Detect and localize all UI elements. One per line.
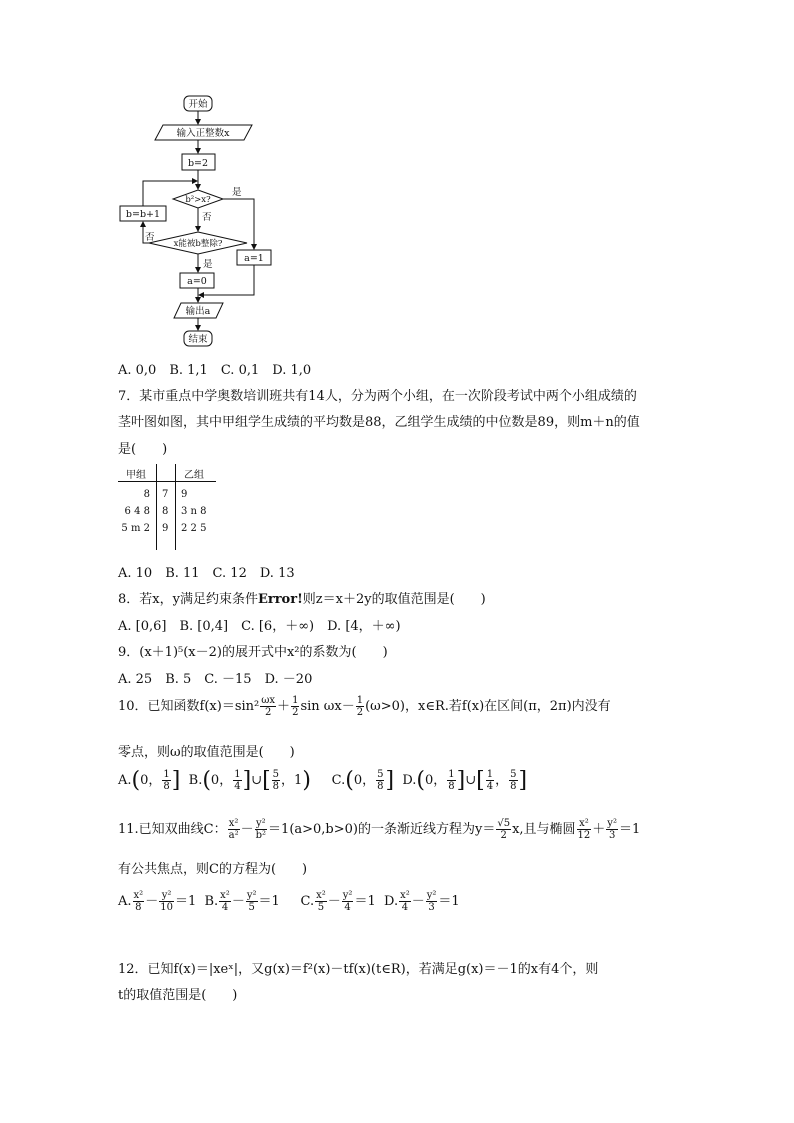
q11-options bbox=[118, 890, 460, 913]
leaf-right-2: 3 n 8 bbox=[181, 506, 207, 517]
q7-line1: 7．某市重点中学奥数培训班共有14人，分为两个小组，在一次阶段考试中两个小组成绩的 bbox=[118, 389, 637, 404]
cond1-yes-label: 是 bbox=[232, 187, 242, 198]
q10-option-a: A.(0， $\frac{1}{8}$ ] bbox=[118, 768, 181, 793]
output-label: 输出a bbox=[185, 306, 211, 317]
q9-line: 9．(x＋1)⁵(x－2)的展开式中x²的系数为( ) bbox=[118, 645, 388, 660]
leaf-right-3: 2 2 5 bbox=[181, 523, 207, 534]
cond1-label: b²>x? bbox=[185, 195, 211, 205]
q8-error: Error! bbox=[257, 592, 303, 607]
end-label: 结束 bbox=[188, 334, 208, 345]
leaf-right-1: 9 bbox=[181, 489, 188, 500]
q11-option-a: A. $\frac{\text{x²}}{8}$ － $\frac{\text{y²}}{10}$ ＝1 bbox=[118, 890, 197, 913]
q12-line1: 12．已知f(x)＝|xeˣ|，又g(x)＝f²(x)－tf(x)(t∈R)，若满足g(x)＝－1的x有4个，则 bbox=[118, 962, 599, 977]
start-label: 开始 bbox=[188, 99, 208, 110]
q10-line1 bbox=[118, 695, 611, 718]
leaf-left-3: 5 m 2 bbox=[121, 523, 150, 534]
q11-option-d: D. $\frac{\text{x²}}{4}$ － $\frac{\text{y²}}{3}$ ＝1 bbox=[383, 890, 460, 913]
q7-line2: 茎叶图如图，其中甲组学生成绩的平均数是88，乙组学生成绩的中位数是89，则m＋n的值 bbox=[118, 415, 640, 430]
q8-suffix: 则z＝x＋2y的取值范围是( ) bbox=[302, 592, 486, 607]
q11-option-b: B. $\frac{\text{x²}}{4}$ － $\frac{\text{y²}}{5}$ ＝1 bbox=[204, 890, 280, 913]
q8-prefix: 8．若x，y满足约束条件 bbox=[118, 592, 258, 607]
q10-frac3: $\frac{1}{2}$ bbox=[356, 695, 364, 718]
q10-p2: ＋ bbox=[277, 699, 291, 714]
header-right: 乙组 bbox=[184, 470, 204, 481]
q8-options: A. [0,6] B. [0,4] C. [6，＋∞) D. [4，＋∞) bbox=[118, 619, 401, 634]
stem-leaf-plot bbox=[118, 464, 218, 550]
q10-p3: sin ωx－ bbox=[300, 699, 355, 714]
q11-option-c: C. $\frac{\text{x²}}{5}$ － $\frac{\text{y²}}{4}$ ＝1 bbox=[300, 890, 376, 913]
q10-option-c: C.(0， $\frac{5}{8}$ ] bbox=[331, 768, 395, 793]
leaf-left-2: 6 4 8 bbox=[124, 506, 150, 517]
cond2-no-label: 否 bbox=[145, 232, 155, 243]
q10-options bbox=[118, 768, 527, 793]
cond1-no-label: 否 bbox=[202, 212, 212, 223]
q7-options: A. 10 B. 11 C. 12 D. 13 bbox=[118, 566, 295, 581]
q10-frac2: $\frac{1}{2}$ bbox=[292, 695, 299, 718]
flowchart bbox=[110, 92, 290, 354]
q10-frac1: $\frac{\omega x}{2}$ bbox=[261, 695, 276, 718]
q7-line3: 是( ) bbox=[118, 442, 168, 457]
stem-1: 7 bbox=[162, 489, 169, 500]
q12-line2: t的取值范围是( ) bbox=[118, 988, 238, 1003]
q11-line2: 有公共焦点，则C的方程为( ) bbox=[118, 862, 308, 877]
q8-line bbox=[118, 588, 486, 607]
init-label: b=2 bbox=[187, 158, 209, 169]
increment-label: b=b+1 bbox=[125, 209, 161, 220]
stem-2: 8 bbox=[162, 506, 169, 517]
cond2-yes-label: 是 bbox=[203, 259, 213, 270]
q9-options: A. 25 B. 5 C. －15 D. －20 bbox=[118, 672, 313, 687]
q6-options: A. 0,0 B. 1,1 C. 0,1 D. 1,0 bbox=[118, 363, 312, 378]
q10-line2: 零点，则ω的取值范围是( ) bbox=[118, 745, 295, 760]
header-left: 甲组 bbox=[126, 470, 146, 481]
input-label: 输入正整数x bbox=[176, 128, 230, 139]
a1-label: a=1 bbox=[244, 253, 264, 264]
a0-label: a=0 bbox=[187, 276, 207, 287]
q11-line1: 11.已知双曲线C： $\frac{\text{x²}}{\text{a²}}$ － $\frac{\text{y²}}{\text{b²}}$ ＝1(a>0,b>0)的一条渐近线方程为y＝ $\frac{√5}{2}$ x,且与椭圆 $\frac{\text{x²}}{12}$ ＋ $\frac{\text{y²}}{3}$ ＝1 bbox=[118, 818, 641, 841]
q10-option-b: B.(0， $\frac{1}{4}$ ]∪[ $\frac{5}{8}$ ，1) bbox=[188, 768, 311, 793]
q10-p4: (ω>0)，x∈R.若f(x)在区间(π，2π)内没有 bbox=[365, 699, 611, 714]
leaf-left-1: 8 bbox=[143, 489, 150, 500]
q10-p1: 10．已知函数f(x)＝sin² bbox=[118, 699, 260, 714]
q10-option-d: D.(0， $\frac{1}{8}$ ]∪[ $\frac{1}{4}$ ， $\frac{5}{8}$ ] bbox=[402, 768, 528, 793]
stem-3: 9 bbox=[162, 523, 169, 534]
cond2-label: x能被b整除? bbox=[173, 239, 223, 249]
